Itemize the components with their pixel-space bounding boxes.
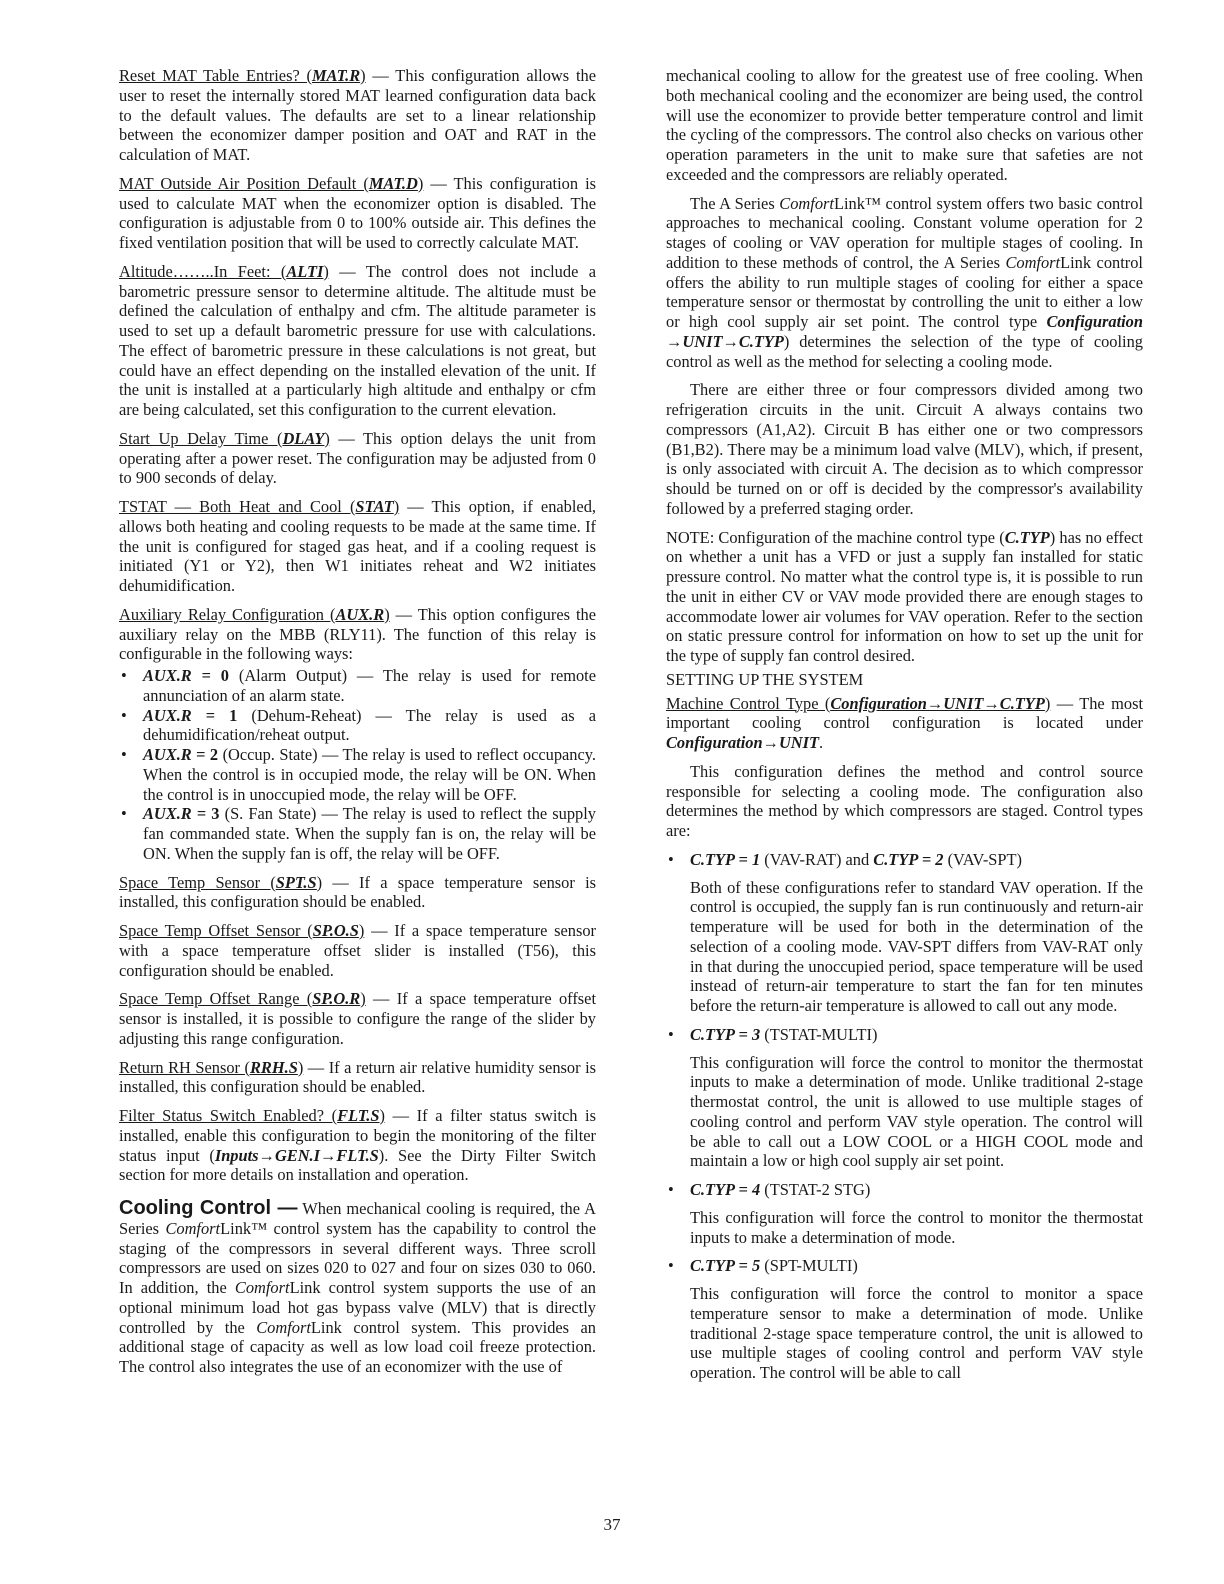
spor-term: Space Temp Offset Range (SP.O.R) (119, 989, 366, 1009)
delay-term: Start Up Delay Time (DLAY) (119, 428, 330, 448)
defines-paragraph: This configuration defines the method and control source responsible for selecting a cooling mode. The configuration also determines the method by which compressors are staged. Control types are: (666, 761, 1143, 840)
list-item: • C.TYP = 4 (TSTAT-2 STG) This configuration will force the control to monitor the thermostat inputs to make a determination of mode. (666, 1180, 1143, 1247)
spos-term: Space Temp Offset Sensor (SP.O.S) (119, 921, 365, 940)
approaches-paragraph: The A Series ComfortLink™ control system offers two basic control approaches to mechanical cooling. Constant volume operation for 2 stages of cooling or VAV operation for multiple stages of cooling. In addition to these methods of control, the A Series ComfortLink control offers the ability to run multiple stages of cooling for either a space temperature sensor or thermostat by controlling the unit to either a low or high cool supply air set point. The control type Configuration →UNIT→C.TYP) determines the selection of the type of cooling control as well as the method for selecting a cooling mode. (666, 193, 1143, 371)
list-item: • AUX.R = 3 (S. Fan State) — The relay is used to reflect the supply fan commanded state. When the supply fan is on, the relay will be ON. When the supply fan is off, the relay will be OFF. (119, 804, 596, 863)
flts-paragraph: Filter Status Switch Enabled? (FLT.S) — If a filter status switch is installed, enable this configuration to begin the monitoring of the filter status input (Inputs→GEN.I→FLT.S). See the Dirty Filter Switch section for more details on installation and operation. (119, 1106, 596, 1185)
aux-paragraph: Auxiliary Relay Configuration (AUX.R) — This option configures the auxiliary relay on the MBB (RLY11). The function of this relay is configurable in the following ways: (119, 604, 596, 664)
list-item: • C.TYP = 1 (VAV-RAT) and C.TYP = 2 (VAV-SPT) Both of these configurations refer to standard VAV operation. If the control is occupied, the supply fan is run continuously and return-air temperature will be used for both in the determination of the selection of a cooling mode. VAV-SPT differs from VAV-RAT only in that during the unoccupied period, space temperature will be used instead of return-air temperature to start the fan for ten minutes before the return-air temperature is allowed to call out any mode. (666, 850, 1143, 1016)
control-types-list (666, 850, 1143, 1383)
left-column (119, 66, 596, 1386)
mat-default-paragraph: MAT Outside Air Position Default (MAT.D) — This configuration is used to calculate MAT when the economizer option is disabled. The configuration is adjustable from 0 to 100% outside air. This defines the fixed ventilation position that will be used to correctly calculate MAT. (119, 173, 596, 252)
list-item: • AUX.R = 1 (Dehum-Reheat) — The relay is used as a dehumidification/reheat output. (119, 706, 596, 746)
spts-term: Space Temp Sensor (SPT.S) (119, 872, 323, 892)
list-item: • C.TYP = 3 (TSTAT-MULTI) This configuration will force the control to monitor the thermostat inputs to make a determination of mode. Unlike traditional 2-stage thermostat control, the unit is allowed to use multiple stages of cooling control and perform VAV style operation. The control will be able to call out a LOW COOL or a HIGH COOL mode and maintain a low or high cool supply air set point. (666, 1025, 1143, 1171)
altitude-term: Altitude……..In Feet: (ALTI) (119, 261, 329, 281)
altitude-paragraph: Altitude……..In Feet: (ALTI) — The control does not include a barometric pressure sensor to determine altitude. The altitude must be defined the calculation of enthalpy and cfm. The altitude parameter is used to set up a default barometric pressure for use with calculations. The effect of barometric pressure in these calculations is not great, but could have an effect depending on the installed elevation of the unit. If the unit is installed at a particularly high altitude and enthalpy or cfm are being calculated, set this configuration to the current elevation. (119, 261, 596, 419)
aux-options-list (119, 666, 596, 864)
mat-default-term: MAT Outside Air Position Default (MAT.D) (119, 173, 424, 193)
cooling-control-paragraph: Cooling Control — When mechanical cooling is required, the A Series ComfortLink™ control system has the capability to control the staging of the compressors in several different ways. Three scroll compressors are used on sizes 020 to 027 and four on sizes 030 to 060. In addition, the ComfortLink control system supports the use of an optional minimum load hot gas bypass valve (MLV) that is directly controlled by the ComfortLink control system. This provides an additional stage of capacity as well as low load coil freeze protection. The control also integrates the use of an economizer with the use of (119, 1197, 596, 1376)
right-column (666, 66, 1143, 1392)
rrhs-paragraph: Return RH Sensor (RRH.S) — If a return air relative humidity sensor is installed, this configuration should be enabled. (119, 1057, 597, 1097)
compressors-paragraph: There are either three or four compressors divided among two refrigeration circuits in the unit. Circuit A always contains two compressors (A1,A2). Circuit B has either one or two compressors (B1,B2). There may be a minimum load valve (MLV), which, if present, is only associated with circuit A. The decision as to which compressor should be turned on or off is decided by the compressor's availability followed by a preferred staging order. (666, 380, 1143, 518)
tstat-paragraph: TSTAT — Both Heat and Cool (STAT) — This option, if enabled, allows both heating and cooling requests to be made at the same time. If the unit is configured for staged gas heat, and if a cooling request is initiated (Y1 or Y2), then W1 initiates reheat and W2 initiates dehumidification. (119, 497, 596, 595)
list-item: • AUX.R = 0 (Alarm Output) — The relay is used for remote annunciation of an alarm state. (119, 666, 596, 706)
setting-up-heading: SETTING UP THE SYSTEM (666, 669, 864, 689)
spos-paragraph: Space Temp Offset Sensor (SP.O.S) — If a space temperature sensor with a space temperature offset slider is installed (T56), this configuration should be enabled. (119, 921, 597, 980)
flts-term: Filter Status Switch Enabled? (FLT.S) (119, 1106, 385, 1125)
mat-reset-term: Reset MAT Table Entries? (MAT.R) (119, 66, 366, 85)
cooling-control-heading: Cooling Control — (119, 1197, 298, 1219)
machine-control-paragraph: Machine Control Type (Configuration→UNIT→C.TYP) — The most important cooling control configuration is located under Configuration→UNIT. (666, 693, 1143, 752)
tstat-term: TSTAT — Both Heat and Cool (STAT) (119, 497, 400, 516)
spor-paragraph: Space Temp Offset Range (SP.O.R) — If a space temperature offset sensor is installed, it is possible to configure the range of the slider by adjusting this range configuration. (119, 989, 596, 1048)
spts-paragraph: Space Temp Sensor (SPT.S) — If a space temperature sensor is installed, this configuration should be enabled. (119, 872, 597, 912)
note-paragraph: NOTE: Configuration of the machine control type (C.TYP) has no effect on whether a unit has a VFD or just a supply fan installed for static pressure control. No matter what the control type is, it is possible to run the unit in either CV or VAV mode provided there are enough stages to accommodate lower air volumes for VAV operation. Refer to the section on static pressure control for information on how to set up the unit for the type of supply fan control desired. (666, 527, 1143, 665)
rrhs-term: Return RH Sensor (RRH.S) (119, 1057, 304, 1077)
aux-term: Auxiliary Relay Configuration (AUX.R) (119, 604, 390, 624)
machine-control-term: Machine Control Type (Configuration→UNIT→C.TYP) (666, 693, 1051, 713)
mat-reset-paragraph: Reset MAT Table Entries? (MAT.R) — This configuration allows the user to reset the internally stored MAT learned configuration data back to the default values. The defaults are set to a linear relationship between the economizer damper position and OAT and RAT in the calculation of MAT. (119, 66, 596, 164)
page-number: 37 (603, 1515, 621, 1534)
list-item: • AUX.R = 2 (Occup. State) — The relay is used to reflect occupancy. When the control is in occupied mode, the relay will be ON. When the control is in unoccupied mode, the relay will be OFF. (119, 745, 596, 804)
delay-paragraph: Start Up Delay Time (DLAY) — This option delays the unit from operating after a power reset. The configuration may be adjusted from 0 to 900 seconds of delay. (119, 428, 596, 488)
continuation-paragraph: mechanical cooling to allow for the greatest use of free cooling. When both mechanical cooling and the economizer are being used, the control will use the economizer to provide better temperature control and limit the cycling of the compressors. The control also checks on various other operation parameters in the unit to make sure that safeties are not exceeded and the compressors are reliably operated. (666, 66, 1143, 184)
list-item: • C.TYP = 5 (SPT-MULTI) This configuration will force the control to monitor a space temperature sensor to make a determination of mode. Unlike traditional 2-stage space temperature control, the unit is allowed to use multiple stages of cooling control and perform VAV style operation. The control will be able to call (666, 1256, 1143, 1383)
